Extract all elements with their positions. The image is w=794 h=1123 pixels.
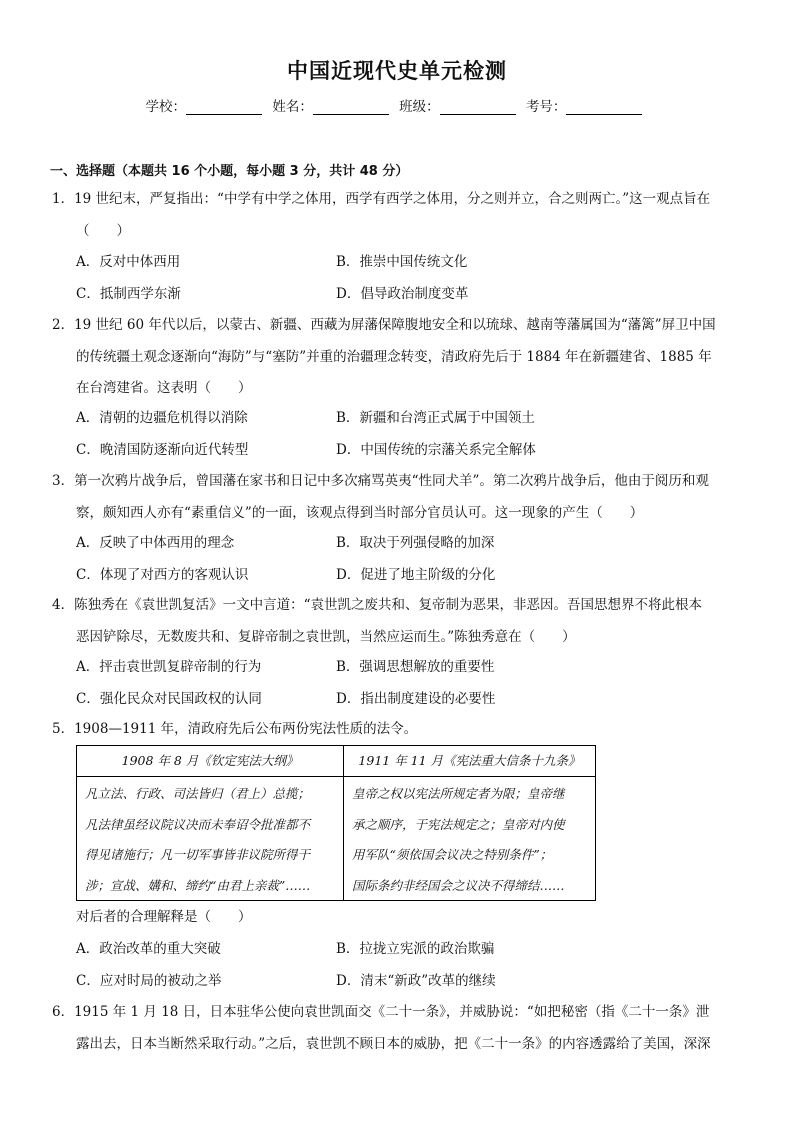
option-b[interactable]: B．取决于列强侵略的加深: [336, 535, 495, 551]
option-c[interactable]: C．抵制西学东渐: [76, 285, 181, 302]
question-3-options: [76, 528, 736, 591]
table-cell-line: 凡法律虽经议院议决而未奉诏令批准都不: [85, 816, 311, 832]
option-d[interactable]: D．清末“新政”改革的继续: [336, 972, 496, 989]
question-1-options: [76, 247, 736, 310]
school-blank[interactable]: [186, 100, 262, 115]
exam-number-blank[interactable]: [566, 100, 642, 115]
option-a[interactable]: A．反映了中体西用的理念: [76, 535, 235, 551]
name-blank[interactable]: [313, 100, 389, 115]
question-5-options: [76, 934, 736, 997]
option-c[interactable]: C．体现了对西方的客观认识: [76, 566, 249, 583]
question-1: [52, 184, 752, 247]
option-d[interactable]: D．倡导政治制度变革: [336, 285, 469, 302]
table-cell-line: 凡立法、行政、司法皆归（君上）总揽；: [85, 786, 311, 801]
question-text: 察，颇知西人亦有“素重信义”的一面，该观点得到当时部分官员认可。这一现象的产生（ ）: [76, 504, 644, 521]
school-label: 学校：: [145, 99, 187, 115]
question-5-prompt: [76, 902, 776, 934]
option-a[interactable]: A．政治改革的重大突破: [76, 941, 221, 957]
question-text: 6．1915 年 1 月 18 日，日本驻华公使向袁世凯面交《二十一条》，并威胁说：“如把秘密（指《二十一条》泄: [52, 1004, 710, 1020]
option-a[interactable]: A．反对中体西用: [76, 254, 181, 270]
question-text: 对后者的合理解释是（ ）: [76, 909, 252, 925]
question-text: （ ）: [76, 222, 130, 239]
question-text: 1．19 世纪末，严复指出：“中学有中学之体用，西学有西学之体用，分之则并立，合之则两亡。”这一观点旨在: [52, 191, 711, 207]
constitution-comparison-table: [76, 745, 596, 901]
table-cell-line: 涉；宣战、媾和、缔约“由君上亲裁”……: [85, 877, 311, 893]
option-b[interactable]: B．拉拢立宪派的政治欺骗: [336, 941, 495, 957]
table-header: 1911 年 11 月《宪法重大信条十九条》: [344, 746, 595, 777]
table-cell-line: 得见诸施行；凡一切军事皆非议院所得干: [85, 847, 311, 862]
question-text: 在台湾建省。这表明（ ）: [76, 380, 252, 396]
option-d[interactable]: D．促进了地主阶级的分化: [336, 566, 496, 583]
option-a[interactable]: A．清朝的边疆危机得以消除: [76, 410, 248, 426]
question-text: 5．1908—1911 年，清政府先后公布两份宪法性质的法令。: [52, 721, 418, 737]
option-c[interactable]: C．强化民众对民国政权的认同: [76, 690, 262, 707]
table-cell-line: 承之顺序，于宪法规定之；皇帝对内使: [352, 816, 565, 832]
option-d[interactable]: D．指出制度建设的必要性: [336, 690, 496, 707]
table-column-1911: [344, 746, 595, 900]
option-b[interactable]: B．推崇中国传统文化: [336, 254, 468, 270]
question-2-options: [76, 403, 736, 466]
question-3: [52, 466, 752, 529]
table-cell-line: 国际条约非经国会之议决不得缔结……: [352, 877, 565, 893]
question-text: 露出去，日本当断然采取行动。”之后，袁世凯不顾日本的威胁，把《二十一条》的内容透露给了美国，深深: [76, 1035, 711, 1052]
name-label: 姓名：: [272, 99, 313, 115]
question-6: [52, 997, 752, 1060]
exam-title: 中国近现代史单元检测: [287, 59, 507, 83]
option-b[interactable]: B．强调思想解放的重要性: [336, 659, 495, 675]
question-4-options: [76, 652, 736, 715]
question-5: [52, 714, 752, 746]
question-text: 的传统疆土观念逐渐向“海防”与“塞防”并重的治疆理念转变，清政府先后于 1884 年在新疆建省、1885 年: [76, 348, 712, 365]
class-label: 班级：: [399, 99, 440, 115]
option-d[interactable]: D．中国传统的宗藩关系完全解体: [336, 441, 536, 458]
question-text: 恶因铲除尽，无数废共和、复辟帝制之袁世凯，当然应运而生。”陈独秀意在（ ）: [76, 628, 576, 645]
question-2: [52, 310, 752, 405]
question-text: 3．第一次鸦片战争后，曾国藩在家书和日记中多次痛骂英夷“性同犬羊”。第二次鸦片战争后，他由于阅历和观: [52, 473, 709, 489]
option-c[interactable]: C．晚清国防逐渐向近代转型: [76, 441, 249, 458]
section-heading: 一、选择题（本题共 16 个小题，每小题 3 分，共计 48 分）: [50, 164, 409, 179]
option-b[interactable]: B．新疆和台湾正式属于中国领土: [336, 410, 535, 426]
question-4: [52, 590, 752, 653]
table-header: 1908 年 8 月《钦定宪法大纲》: [77, 746, 343, 777]
exam-number-label: 考号：: [525, 99, 567, 115]
student-info-line: [0, 95, 794, 115]
question-text: 2．19 世纪 60 年代以后，以蒙古、新疆、西藏为屏藩保障腹地安全和以琉球、越南等藩属国为“藩篱”屏卫中国: [52, 317, 716, 333]
option-c[interactable]: C．应对时局的被动之举: [76, 972, 222, 989]
table-column-1908: [77, 746, 344, 900]
table-cell-line: 用军队“须依国会议决之特别条件”；: [352, 847, 553, 862]
option-a[interactable]: A．抨击袁世凯复辟帝制的行为: [76, 659, 262, 675]
question-text: 4．陈独秀在《袁世凯复活》一文中言道：“袁世凯之废共和、复帝制为恶果，非恶因。吾国思想界不将此根本: [52, 597, 702, 613]
class-blank[interactable]: [440, 100, 516, 115]
table-cell-line: 皇帝之权以宪法所规定者为限；皇帝继: [352, 786, 565, 801]
